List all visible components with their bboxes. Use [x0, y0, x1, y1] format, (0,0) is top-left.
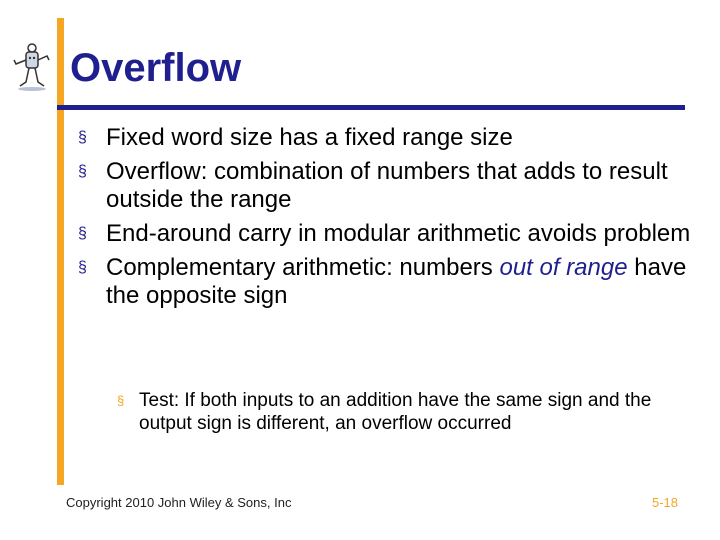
bullet-item [78, 158, 698, 214]
bullet-item [78, 254, 698, 310]
bullet-marker: § [78, 259, 87, 276]
slide-title: Overflow [70, 46, 242, 90]
bullet-item [78, 220, 698, 248]
page-number: 5-18 [651, 495, 678, 510]
bullet-text-after: have the opposite sign [106, 254, 687, 309]
bullet-marker: § [78, 129, 87, 146]
bullet-emphasis: out of range [499, 254, 628, 281]
bullet-text: Fixed word size has a fixed range size [106, 124, 513, 151]
sub-bullet-text: Test: If both inputs to an addition have the same sign and the output sign is different, an overflow occurred [139, 390, 652, 434]
cartoon-figure-logo-icon [12, 42, 52, 94]
sub-bullet-marker: § [117, 393, 125, 408]
bullet-text-before: Complementary arithmetic: numbers [106, 254, 500, 281]
bullet-list [78, 124, 698, 316]
bullet-marker: § [78, 225, 87, 242]
bullet-text: Overflow: combination of numbers that adds to result outside the range [106, 158, 668, 213]
accent-bar [57, 18, 64, 485]
copyright-footer: Copyright 2010 John Wiley & Sons, Inc [66, 495, 292, 510]
sub-bullet [117, 389, 699, 435]
bullet-item [78, 124, 698, 152]
bullet-text: End-around carry in modular arithmetic avoids problem [106, 220, 691, 247]
title-underline [57, 105, 685, 110]
bullet-marker: § [78, 163, 87, 180]
